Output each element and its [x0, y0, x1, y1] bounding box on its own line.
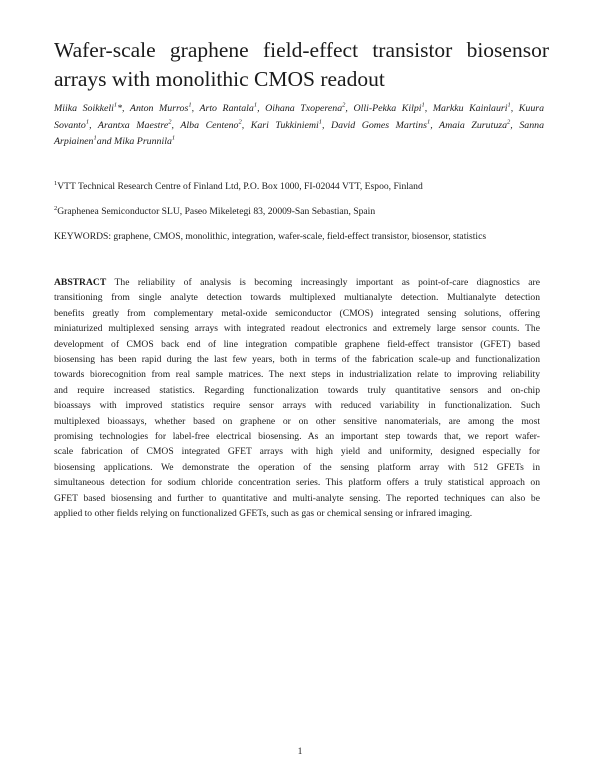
author-line: Sovanto$^1$, Arantxa Maestre$^2$, Alba Centeno$^2$, Kari Tukkiniemi$^1$, David Gomes Martins$^1$, Amaia Zurutuza$^2$, Sanna — [54, 118, 544, 131]
keywords: KEYWORDS: graphene, CMOS, monolithic, integration, wafer-scale, field-effect transistor, biosensor, statistics — [54, 231, 487, 242]
affiliation-text: Graphenea Semiconductor SLU, Paseo Mikeletegi 83, 20009-San Sebastian, Spain — [57, 206, 376, 217]
page-number: 1 — [297, 746, 303, 757]
author-name: Oihana Txoperena — [265, 103, 343, 114]
abstract-line: promising technologies for label-free electrical biosensing. As an important step towards that, we report wafer- — [54, 431, 540, 443]
author-line: Miika Soikkeli$^1$*, Anton Murros$^1$, Arto Rantala$^1$, Oihana Txoperena$^2$, Olli-Pekka Kilpi$^1$, Markku Kainlauri$^1$, Kuura — [54, 101, 545, 114]
author-name: Arto Rantala — [199, 103, 254, 114]
affiliation-mark: 1 — [188, 101, 192, 109]
author-name: Sanna — [519, 119, 544, 131]
abstract-line: scale fabrication of CMOS integrated GFET arrays with high yield and uniformity, designed especially for — [54, 446, 540, 458]
abstract-line: GFET based biosensing and further to quantitative and multi-analyte sensing. The reported techniques can also be — [54, 492, 540, 504]
author-name: Mika Prunnila — [114, 136, 172, 147]
author-line — [54, 134, 544, 151]
abstract-line: development of CMOS back end of line integration compatible graphene field-effect transistor (GFET) based — [54, 338, 540, 350]
author-name: Anton Murros — [129, 103, 189, 114]
abstract-line: multiplexed bioassays, whether based on graphene or on other sensitive nanomaterials, are among the most — [54, 415, 540, 427]
abstract-line: bioassays with improved statistics require sensor arrays with reduced variability in functionalization. Such — [54, 400, 540, 412]
author-name: Miika Soikkeli — [54, 103, 114, 114]
abstract-line: benefits greatly from complementary metal-oxide semiconductor (CMOS) integrated sensing solutions, offering — [54, 307, 540, 319]
abstract-line: miniaturized multiplexed sensing arrays with integrated readout electronics and extremely large sensor counts. The — [54, 323, 540, 335]
affiliation-mark: 1 — [426, 118, 431, 126]
affiliation-number: 2 — [54, 204, 58, 212]
author-name: Kuura — [518, 103, 545, 114]
author-name: Sovanto — [54, 119, 86, 131]
abstract-line: and require increased statistics. Regarding functionalization towards truly quantitative sensors and on-chip — [54, 384, 540, 396]
affiliation-mark: 2 — [168, 118, 172, 126]
author-joiner: and — [96, 136, 115, 147]
affiliation-mark: 1 — [93, 134, 97, 142]
author-name: Olli-Pekka Kilpi — [353, 103, 422, 114]
author-name: Arantxa Maestre — [97, 119, 169, 131]
abstract-line: biosensing has been rapid during the last few years, both in terms of the fabrication scale-up and functionalization — [54, 354, 540, 366]
corresponding-mark: *, — [117, 103, 130, 114]
author-list — [54, 101, 544, 151]
abstract-line: simultaneous detection for sodium chloride concentration series. This platform offers a truly statistical approach on — [54, 477, 540, 489]
affiliation-text: VTT Technical Research Centre of Finland Ltd, P.O. Box 1000, FI-02044 VTT, Espoo, Finland — [57, 181, 423, 192]
affiliation-mark: 1 — [507, 101, 511, 109]
abstract-line: biosensing applications. We demonstrate the operation of the sensing platform array with 512 GFETs in — [54, 461, 540, 473]
abstract-line: transitioning from single analyte detection towards multiplexed multianalyte detection. Multianalyte detection — [54, 292, 540, 304]
title-line: Wafer-scale graphene field-effect transistor biosensor — [54, 38, 549, 62]
affiliation-mark: 1 — [421, 101, 425, 109]
affiliation-mark: 2 — [507, 118, 511, 126]
abstract-line — [54, 275, 540, 290]
affiliation-mark: 2 — [238, 118, 242, 126]
title-line: arrays with monolithic CMOS readout — [54, 67, 385, 91]
affiliation — [54, 180, 554, 193]
author-name: Alba Centeno — [180, 119, 239, 131]
affiliation-mark: 1 — [171, 134, 176, 142]
author-name: Markku Kainlauri — [432, 103, 508, 114]
affiliation-mark: 2 — [342, 101, 346, 109]
abstract — [54, 275, 540, 522]
affiliation-mark: 1 — [253, 101, 258, 109]
affiliation-mark: 1 — [113, 101, 118, 109]
author-name: Arpiainen — [54, 136, 94, 147]
abstract-label: ABSTRACT — [54, 277, 107, 288]
affiliation-number: 1 — [54, 179, 58, 187]
author-name: Amaia Zurutuza — [439, 119, 508, 131]
abstract-line: towards biorecognition from real sample matrices. The next steps in industrialization relate to improving reliability — [54, 369, 540, 381]
paper-title — [54, 36, 549, 94]
affiliation-mark: 1 — [318, 118, 322, 126]
affiliation — [54, 205, 554, 218]
affiliation-mark: 1 — [85, 118, 90, 126]
abstract-line: applied to other fields relying on functionalized GFETs, such as gas or chemical sensing or infrared imaging. — [54, 508, 473, 520]
author-name: Kari Tukkiniemi — [250, 119, 319, 131]
author-name: David Gomes Martins — [331, 119, 427, 131]
abstract-text: The reliability of analysis is becoming increasingly important as point-of-care diagnostics are — [114, 277, 540, 288]
